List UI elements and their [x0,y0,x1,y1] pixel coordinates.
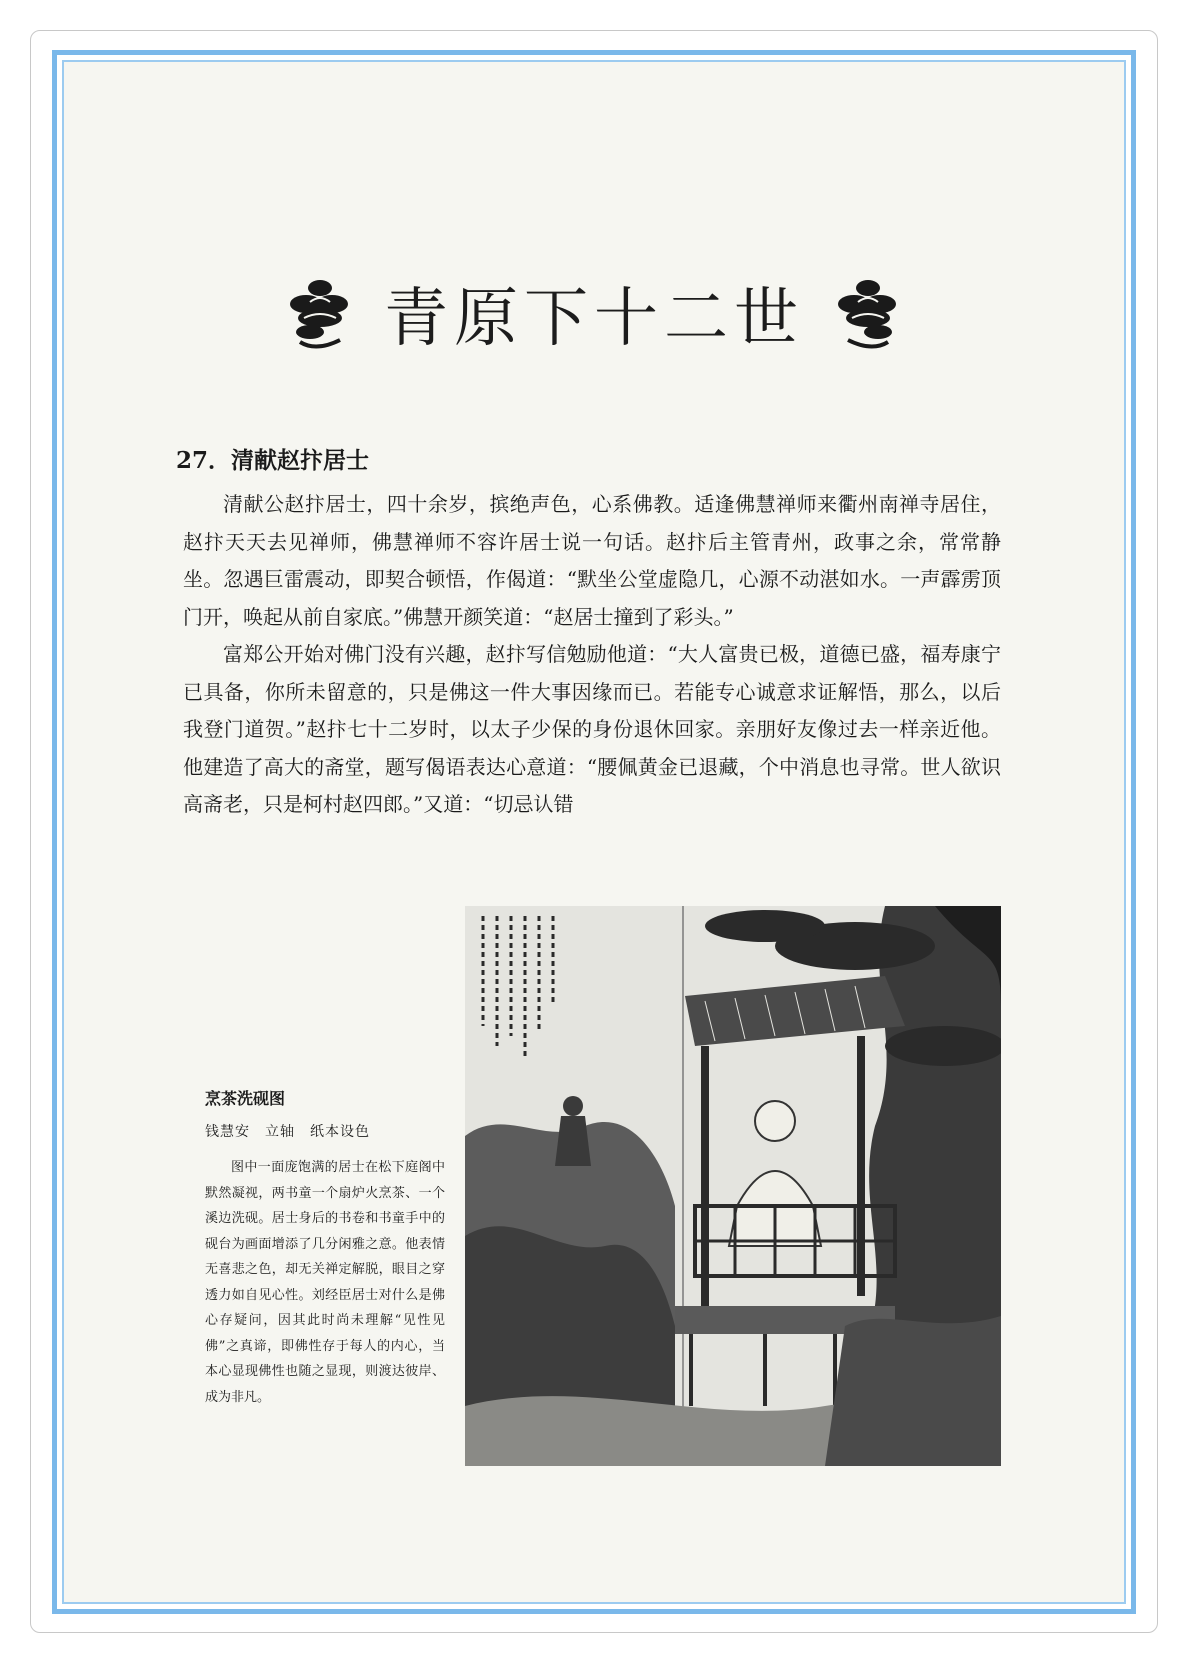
body-paragraph: 富郑公开始对佛门没有兴趣，赵抃写信勉励他道：“大人富贵已极，道德已盛，福寿康宁已具备，你所未留意的，只是佛这一件大事因缘而已。若能专心诚意求证解悟，那么，以后我登门道贺。”赵抃七十二岁时，以太子少保的身份退休回家。亲朋好友像过去一样亲近他。他建造了高大的斋堂，题写偈语表达心意道：“腰佩黄金已退藏，个中消息也寻常。世人欲识高斋老，只是柯村赵四郎。”又道：“切忌认错 [183,642,1001,816]
chapter-header [62,268,1126,358]
auspicious-cloud-icon [834,274,902,352]
ink-painting-image [465,906,1001,1466]
figure-caption [205,1086,445,1410]
body-paragraph: 清献公赵抃居士，四十余岁，摈绝声色，心系佛教。适逢佛慧禅师来衢州南禅寺居住，赵抃天天去见禅师，佛慧禅师不容许居士说一句话。赵抃后主管青州，政事之余，常常静坐。忽遇巨雷震动，即契合顿悟，作偈道：“默坐公堂虚隐几，心源不动湛如水。一声霹雳顶门开，唤起从前自家底。”佛慧开颜笑道：“赵居士撞到了彩头。” [183,492,1001,629]
figure-description: 图中一面庞饱满的居士在松下庭阁中默然凝视，两书童一个扇炉火烹茶、一个溪边洗砚。居士身后的书卷和书童手中的砚台为画面增添了几分闲雅之意。他表情无喜悲之色，却无关禅定解脱，眼目之穿透力如自见心性。刘经臣居士对什么是佛心存疑问，因其此时尚未理解“见性见佛”之真谛，即佛性存于每人的内心，当本心显现佛性也随之显现，则渡达彼岸、成为非凡。 [205,1160,445,1405]
figure-meta: 钱慧安 立轴 纸本设色 [205,1124,370,1140]
auspicious-cloud-icon [286,274,354,352]
body-text [183,486,1001,824]
figure-title: 烹茶洗砚图 [205,1089,286,1108]
chapter-title: 青原下十二世 [384,282,804,356]
section-title: 27．清献赵抃居士 [176,447,370,474]
